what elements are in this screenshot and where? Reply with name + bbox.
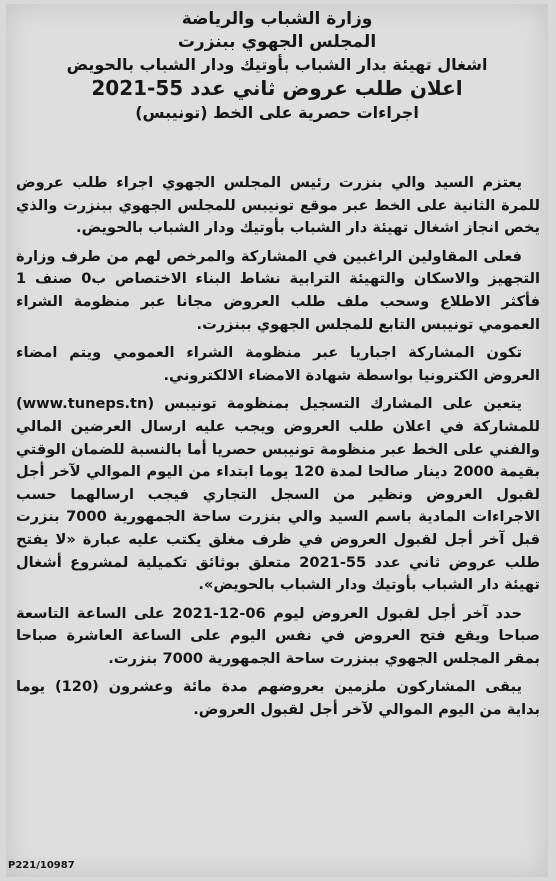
paragraph-electronic-submission: تكون المشاركة اجباريا عبر منظومة الشراء العمومي ويتم امضاء العروض الكترونيا بواسطة شهادة الامضاء الالكتروني. bbox=[16, 344, 540, 384]
council-name: المجلس الجهوي ببنزرت bbox=[177, 31, 377, 52]
announcement-header bbox=[6, 4, 548, 124]
paragraph-eligibility: فعلى المقاولين الراغبين في المشاركة والمرخص لهم من طرف وزارة التجهيز والاسكان والتهيئة الترابية نشاط البناء الاختصاص ب0 صنف 1 فأكثر الاطلاع وسحب ملف طلب العروض مجانا عبر منظومة الشراء العمومي تونيبس التابع للمجلس الجهوي ببنزرت. bbox=[16, 247, 540, 333]
announcement-body bbox=[16, 172, 540, 728]
paragraph-validity: يبقى المشاركون ملزمين بعروضهم مدة مائة وعشرون (120) يوما بداية من اليوم الموالي لآخر أجل لقبول العروض. bbox=[16, 678, 540, 719]
reference-number: P221/10987 bbox=[8, 860, 75, 871]
paragraph-deadline: حدد آخر أجل لقبول العروض ليوم 06-12-2021 على الساعة التاسعة صباحا ويقع فتح العروض في نفس اليوم على الساعة العاشرة صباحا بمقر المجلس الجهوي ببنزرت ساحة الجمهورية 7000 بنزرت. bbox=[16, 604, 540, 667]
procedure-note: اجراءات حصرية على الخط (تونيبس) bbox=[135, 103, 419, 123]
newspaper-clipping bbox=[6, 4, 548, 877]
project-title: اشغال تهيئة بدار الشباب بأوتيك ودار الشباب بالحويض bbox=[66, 54, 488, 74]
paragraph-registration: يتعين على المشارك التسجيل بمنظومة تونيبس (www.tuneps.tn) للمشاركة في اعلان طلب العروض ويجب عليه ارسال العرضين المالي والفني على الخط عبر منظومة تونيبس حصريا أما بالنسبة للضمان الوقتي بقيمة 2000 دينار صالحا لمدة 120 يوما ابتداء من اليوم الموالي لآخر أجل لقبول العروض ونظير من السجل التجاري فيجب ارسالهما حسب الاجراءات المادية باسم السيد والي بنزرت ساحة الجمهورية 7000 بنزرت قبل آخر أجل لقبول العروض في ظرف مغلق يكتب عليه عبارة «لا يفتح طلب عروض ثاني عدد 55-2021 متعلق بوثائق تكميلية لمشروع أشغال تهيئة دار الشباب بأوتيك ودار الشباب بالحويض». bbox=[16, 395, 541, 594]
ministry-name: وزارة الشباب والرياضة bbox=[181, 9, 373, 29]
tender-title: اعلان طلب عروض ثاني عدد 55-2021 bbox=[91, 76, 463, 101]
paragraph-intro: يعتزم السيد والي بنزرت رئيس المجلس الجهوي اجراء طلب عروض للمرة الثانية على الخط عبر موقع تونيبس للمجلس الجهوي ببنزرت والذي يخص انجاز اشغال تهيئة دار الشباب بأوتيك ودار الشباب بالحويض. bbox=[16, 174, 540, 237]
